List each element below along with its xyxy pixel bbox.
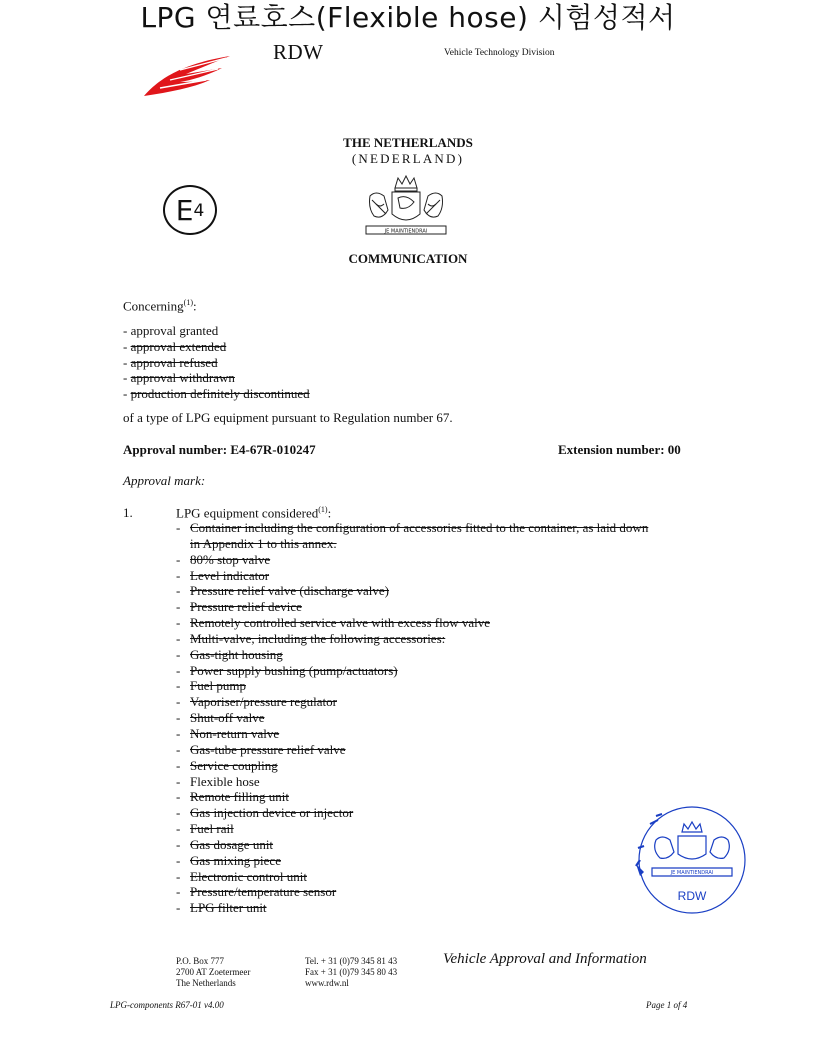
- e4-approval-mark: [163, 185, 217, 235]
- equipment-item: - LPG filter unit: [176, 900, 267, 916]
- equipment-item: in Appendix 1 to this annex.: [190, 535, 337, 551]
- equipment-item: - Fuel rail: [176, 821, 234, 837]
- stamp-text: RDW: [677, 889, 707, 903]
- arms-motto: JE MAINTIENDRAI: [384, 228, 428, 235]
- equipment-item: - Gas mixing piece: [176, 852, 281, 868]
- footer-contact: Tel. + 31 (0)79 345 81 43 Fax + 31 (0)79 345 80 43 www.rdw.nl: [305, 956, 398, 988]
- e-letter: E: [175, 193, 194, 227]
- banner-title: LPG 연료호스(Flexible hose) 시험성적서: [140, 1, 676, 34]
- equipment-item: - 80% stop valve: [176, 551, 271, 567]
- equipment-item: - Service coupling: [176, 757, 278, 773]
- equipment-item: - Container including the configuration of accessories fitted to the container, as laid down: [176, 520, 649, 535]
- concerning-item: - production definitely discontinued: [123, 386, 310, 401]
- equipment-item: - Multi-valve, including the following accessories:: [176, 630, 446, 646]
- rdw-stamp-icon: [634, 802, 750, 918]
- stamp-motto: JE MAINTIENDRAI: [670, 870, 714, 876]
- concerning-item: - approval refused: [123, 355, 218, 370]
- concerning-label: Concerning$^{(1)}$:: [123, 298, 197, 314]
- section-number: 1.: [123, 505, 133, 520]
- website-link[interactable]: www.rdw.nl: [305, 978, 349, 988]
- concerning-item: - approval granted: [123, 323, 219, 338]
- country-name-local: (NEDERLAND): [351, 151, 465, 166]
- approval-number: Approval number: E4-67R-010247: [123, 442, 316, 457]
- doc-id: LPG-components R67-01 v4.00: [110, 1000, 224, 1010]
- equipment-list: [176, 520, 648, 916]
- section-title: LPG equipment considered$^{(1)}$:: [176, 505, 332, 521]
- division-label: Vehicle Technology Division: [444, 48, 555, 58]
- concerning-item: - approval withdrawn: [123, 370, 235, 385]
- equipment-item: - Pressure/temperature sensor: [176, 884, 337, 900]
- footer-tagline: Vehicle Approval and Information: [443, 951, 647, 967]
- equipment-item: - Electronic control unit: [176, 868, 307, 884]
- equipment-item: - Non-return valve: [176, 725, 280, 741]
- page-number: Page 1 of 4: [646, 1000, 688, 1010]
- extension-number: Extension number: 00: [558, 442, 681, 457]
- equipment-item: - Power supply bushing (pump/actuators): [176, 662, 398, 678]
- country-name: THE NETHERLANDS: [343, 135, 473, 150]
- document-title: COMMUNICATION: [348, 251, 468, 266]
- regulation-line: of a type of LPG equipment pursuant to Regulation number 67.: [123, 410, 453, 425]
- equipment-item: - Remotely controlled service valve with excess flow valve: [176, 615, 490, 631]
- equipment-item: - Shut-off valve: [176, 710, 265, 726]
- footer-address: P.O. Box 777 2700 AT Zoetermeer The Netherlands: [176, 956, 251, 988]
- concerning-item: - approval extended: [123, 339, 227, 354]
- equipment-item: - Vaporiser/pressure regulator: [176, 694, 337, 710]
- equipment-item: - Gas dosage unit: [176, 836, 274, 852]
- equipment-item: - Level indicator: [176, 567, 270, 583]
- equipment-item: - Gas injection device or injector: [176, 805, 354, 821]
- equipment-item: - Gas-tight housing: [176, 646, 283, 662]
- equipment-item: - Pressure relief device: [176, 599, 302, 615]
- equipment-item: - Fuel pump: [176, 678, 246, 694]
- coat-of-arms-icon: [362, 174, 450, 242]
- equipment-item: - Remote filling unit: [176, 789, 289, 805]
- rdw-logo-icon: [140, 50, 236, 100]
- e-number: 4: [193, 201, 205, 221]
- rdw-logo-text: RDW: [273, 40, 324, 64]
- approval-mark-label: Approval mark:: [123, 473, 206, 488]
- equipment-item: - Flexible hose: [176, 773, 260, 789]
- equipment-item: - Gas-tube pressure relief valve: [176, 741, 346, 757]
- equipment-item: - Pressure relief valve (discharge valve): [176, 583, 390, 599]
